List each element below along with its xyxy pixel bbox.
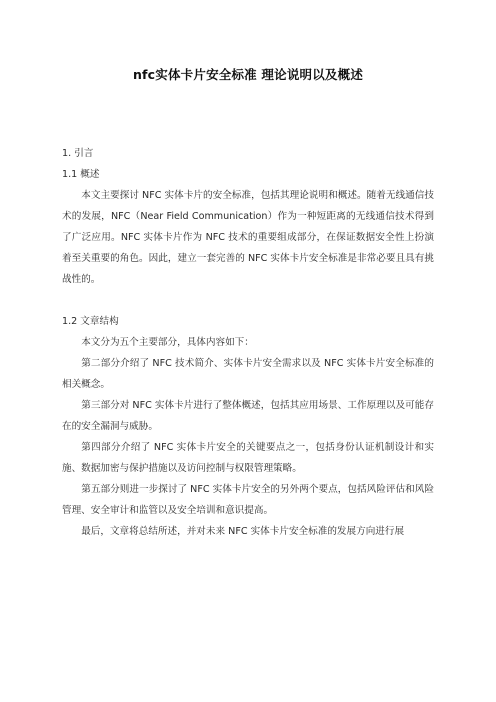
- document-body: [62, 143, 434, 542]
- final-paragraph: 最后，文章将总结所述，并对未来 NFC 实体卡片安全标准的发展方向进行展: [81, 526, 405, 537]
- part-four-paragraph: 第四部分介绍了 NFC 实体卡片安全的关键要点之一，包括身份认证机制设计和实施、数据加密与保护措施以及访问控制与权限管理策略。: [62, 442, 434, 474]
- section-heading-overview: 1.1 概述: [62, 169, 100, 180]
- section-gap: [62, 290, 434, 311]
- overview-paragraph: 本文主要探讨 NFC 实体卡片的安全标准，包括其理论说明和概述。随着无线通信技术的发展，NFC（Near Field Communication）作为一种短距离的无线通信技术得到了广泛应用。NFC 实体卡片作为 NFC 技术的重要组成部分，在保证数据安全性上扮演着至关重要的角色。因此，建立一套完善的 NFC 实体卡片安全标准是非常必要且具有挑战性的。: [62, 190, 434, 285]
- part-three-paragraph: 第三部分对 NFC 实体卡片进行了整体概述，包括其应用场景、工作原理以及可能存在的安全漏洞与威胁。: [62, 400, 434, 432]
- document-title: nfc实体卡片安全标准 理论说明以及概述: [132, 67, 364, 82]
- part-two-paragraph: 第二部分介绍了 NFC 技术简介、实体卡片安全需求以及 NFC 实体卡片安全标准的相关概念。: [62, 358, 434, 390]
- structure-intro-paragraph: 本文分为五个主要部分，具体内容如下：: [81, 337, 254, 348]
- section-heading-structure: 1.2 文章结构: [62, 316, 119, 327]
- section-heading-intro: 1. 引言: [62, 148, 94, 159]
- part-five-paragraph: 第五部分则进一步探讨了 NFC 实体卡片安全的另外两个要点，包括风险评估和风险管理、安全审计和监管以及安全培训和意识提高。: [62, 484, 434, 516]
